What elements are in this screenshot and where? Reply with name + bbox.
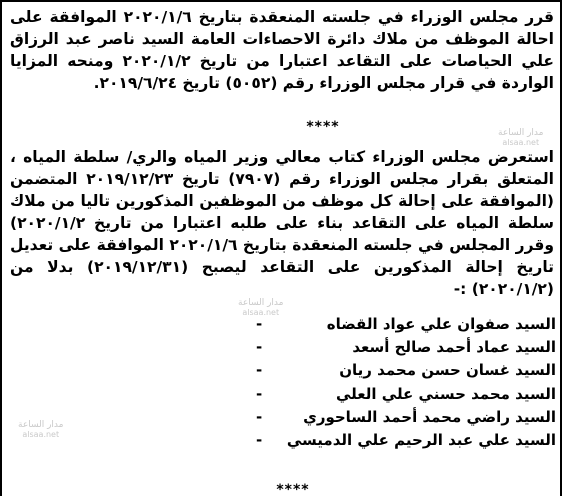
watermark-domain: alsaa.net: [22, 430, 60, 439]
section-separator: ****: [306, 119, 340, 135]
watermark-brand: مدار الساعة: [18, 420, 64, 430]
employee-name: السيد راضي محمد أحمد الساحوري: [303, 407, 556, 426]
watermark-brand: مدار الساعة: [238, 298, 284, 308]
watermark: [498, 128, 543, 148]
employee-name: السيد غسان حسن محمد ريان: [339, 361, 556, 380]
watermark-domain: alsaa.net: [502, 138, 540, 147]
employee-name: السيد صفوان علي عواد القضاه: [326, 315, 556, 333]
list-bullet: -: [256, 315, 263, 333]
decision-paragraph-2: استعرض مجلس الوزراء كتاب معالي وزير المياه والري/ سلطة المياه ، المتعلق بقرار مجلس الوزراء رقم (٧٩٠٧) تاريخ ٢٠١٩/١٢/٢٣ المتضمن (الموافقة على إحالة كل موظف من الموظفين المذكورين تاليا من ملاك سلطة المياه على التقاعد بناء على طلبه اعتبارا من تاريخ ٢٠٢٠/١/٢) وقرر المجلس في جلسته المنعقدة بتاريخ ٢٠٢٠/١/٦ الموافقة على تعديل تاريخ إحالة المذكورين على التقاعد ليصبح (٢٠١٩/١٢/٣١) بدلا من (٢٠٢٠/١/٢) :-: [10, 148, 554, 298]
names-list: [256, 313, 556, 452]
watermark: [238, 298, 283, 318]
list-item: [256, 383, 556, 406]
list-bullet: -: [256, 384, 263, 403]
watermark-brand: مدار الساعة: [498, 128, 544, 138]
list-bullet: -: [256, 430, 263, 449]
list-bullet: -: [256, 407, 263, 426]
list-item: [256, 406, 556, 429]
employee-name: السيد محمد حسني علي العلي: [336, 384, 556, 403]
employee-name: السيد علي عبد الرحيم علي الدميسي: [286, 430, 556, 449]
list-item: [256, 359, 556, 382]
decision-paragraph-1: قرر مجلس الوزراء في جلسته المنعقدة بتاريخ ٢٠٢٠/١/٦ الموافقة على احالة الموظف من ملاك دائرة الاحصاءات العامة السيد ناصر عبد الرزاق علي الحياصات على التقاعد اعتبارا من تاريخ ٢٠٢٠/١/٢ ومنحه المزايا الواردة في قرار مجلس الوزراء رقم (٥٠٥٢) تاريخ ٢٠١٩/٦/٢٤.: [10, 8, 555, 92]
list-item: [256, 429, 556, 452]
list-item: [256, 313, 556, 336]
employee-name: السيد عماد أحمد صالح أسعد: [352, 338, 556, 357]
list-bullet: -: [256, 361, 263, 380]
watermark: [18, 420, 63, 440]
watermark-domain: alsaa.net: [242, 308, 280, 317]
list-item: [256, 336, 556, 359]
closing-separator: ****: [276, 482, 310, 498]
list-bullet: -: [256, 338, 263, 357]
